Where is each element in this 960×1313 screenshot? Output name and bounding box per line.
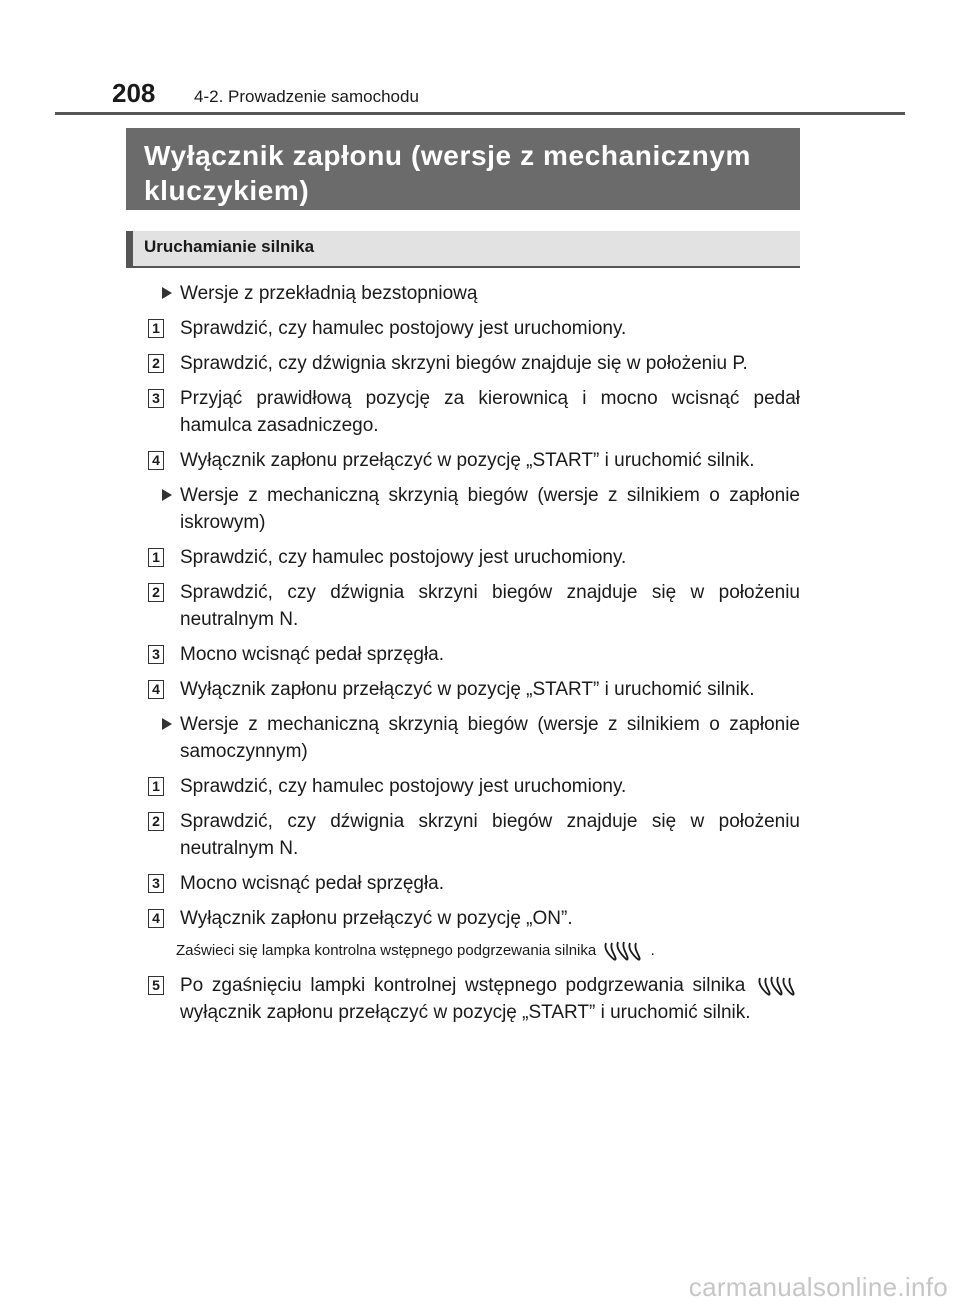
subsection-title: Uruchamianie silnika bbox=[126, 231, 800, 268]
step-text bbox=[180, 972, 800, 1026]
triangle-bullet-icon bbox=[162, 287, 172, 299]
step-text: Sprawdzić, czy dźwignia skrzyni biegów znajduje się w położeniu neutralnym N. bbox=[180, 811, 800, 859]
section-title: Wyłącznik zapłonu (wersje z mechanicznym kluczykiem) bbox=[126, 128, 800, 210]
step-number: 2 bbox=[148, 583, 164, 602]
note-text: Zaświeci się lampka kontrolna wstępnego podgrzewania silnika bbox=[176, 941, 597, 959]
step-text: Wyłącznik zapłonu przełączyć w pozycję „ON”. bbox=[180, 908, 573, 929]
triangle-bullet-icon bbox=[162, 489, 172, 501]
step bbox=[148, 972, 800, 1026]
step-number: 4 bbox=[148, 680, 164, 699]
step-number: 3 bbox=[148, 645, 164, 664]
step-text: Przyjąć prawidłową pozycję za kierownicą i mocno wcisnąć pedał hamulca zasadniczego. bbox=[180, 388, 800, 436]
step-number: 3 bbox=[148, 874, 164, 893]
step bbox=[148, 870, 800, 897]
variant-text: Wersje z przekładnią bezstopniową bbox=[180, 283, 478, 304]
variant-heading bbox=[148, 280, 800, 307]
step-text: Sprawdzić, czy hamulec postojowy jest uruchomiony. bbox=[180, 776, 627, 797]
triangle-bullet-icon bbox=[162, 718, 172, 730]
step-text: Mocno wcisnąć pedał sprzęgła. bbox=[180, 873, 445, 894]
step-number: 4 bbox=[148, 909, 164, 928]
variant-text: Wersje z mechaniczną skrzynią biegów (wersje z silnikiem o zapłonie iskrowym) bbox=[180, 485, 800, 533]
step-number: 2 bbox=[148, 812, 164, 831]
step bbox=[148, 676, 800, 703]
page-number: 208 bbox=[112, 78, 156, 108]
step-text: Sprawdzić, czy hamulec postojowy jest uruchomiony. bbox=[180, 547, 627, 568]
step-number: 1 bbox=[148, 777, 164, 796]
step bbox=[148, 579, 800, 633]
step bbox=[148, 808, 800, 862]
header-rule bbox=[55, 112, 905, 115]
step-text: Mocno wcisnąć pedał sprzęgła. bbox=[180, 644, 445, 665]
variant-text: Wersje z mechaniczną skrzynią biegów (wersje z silnikiem o zapłonie samoczynnym) bbox=[180, 714, 800, 762]
glow-plug-indicator-icon bbox=[754, 973, 800, 999]
step-number: 2 bbox=[148, 354, 164, 373]
step-number: 4 bbox=[148, 451, 164, 470]
watermark: carmanualsonline.info bbox=[688, 1272, 948, 1302]
step bbox=[148, 315, 800, 342]
step-text: Sprawdzić, czy hamulec postojowy jest uruchomiony. bbox=[180, 318, 627, 339]
glow-plug-indicator-icon bbox=[600, 938, 646, 964]
page-header bbox=[112, 78, 419, 109]
step bbox=[148, 447, 800, 474]
step-number: 3 bbox=[148, 389, 164, 408]
running-title: 4-2. Prowadzenie samochodu bbox=[194, 87, 419, 106]
step bbox=[148, 544, 800, 571]
step-number: 1 bbox=[148, 548, 164, 567]
step-number: 1 bbox=[148, 319, 164, 338]
step-text-end: wyłącznik zapłonu przełączyć w pozycję „START” i uruchomić silnik. bbox=[180, 1002, 751, 1023]
step bbox=[148, 350, 800, 377]
step bbox=[148, 385, 800, 439]
step-text: Wyłącznik zapłonu przełączyć w pozycję „START” i uruchomić silnik. bbox=[180, 450, 755, 471]
step-text-start: Po zgaśnięciu lampki kontrolnej wstępnego podgrzewania silnika bbox=[180, 975, 746, 996]
variant-heading bbox=[148, 482, 800, 536]
step-text: Sprawdzić, czy dźwignia skrzyni biegów znajduje się w położeniu neutralnym N. bbox=[180, 582, 800, 630]
instructions bbox=[148, 278, 800, 1034]
variant-heading bbox=[148, 711, 800, 765]
step-text: Wyłącznik zapłonu przełączyć w pozycję „START” i uruchomić silnik. bbox=[180, 679, 755, 700]
step bbox=[148, 905, 800, 932]
step-text: Sprawdzić, czy dźwignia skrzyni biegów znajduje się w położeniu P. bbox=[180, 353, 748, 374]
step bbox=[148, 773, 800, 800]
glow-indicator-note bbox=[148, 938, 800, 964]
step bbox=[148, 641, 800, 668]
note-text-end: . bbox=[650, 941, 655, 959]
step-number: 5 bbox=[148, 976, 164, 995]
